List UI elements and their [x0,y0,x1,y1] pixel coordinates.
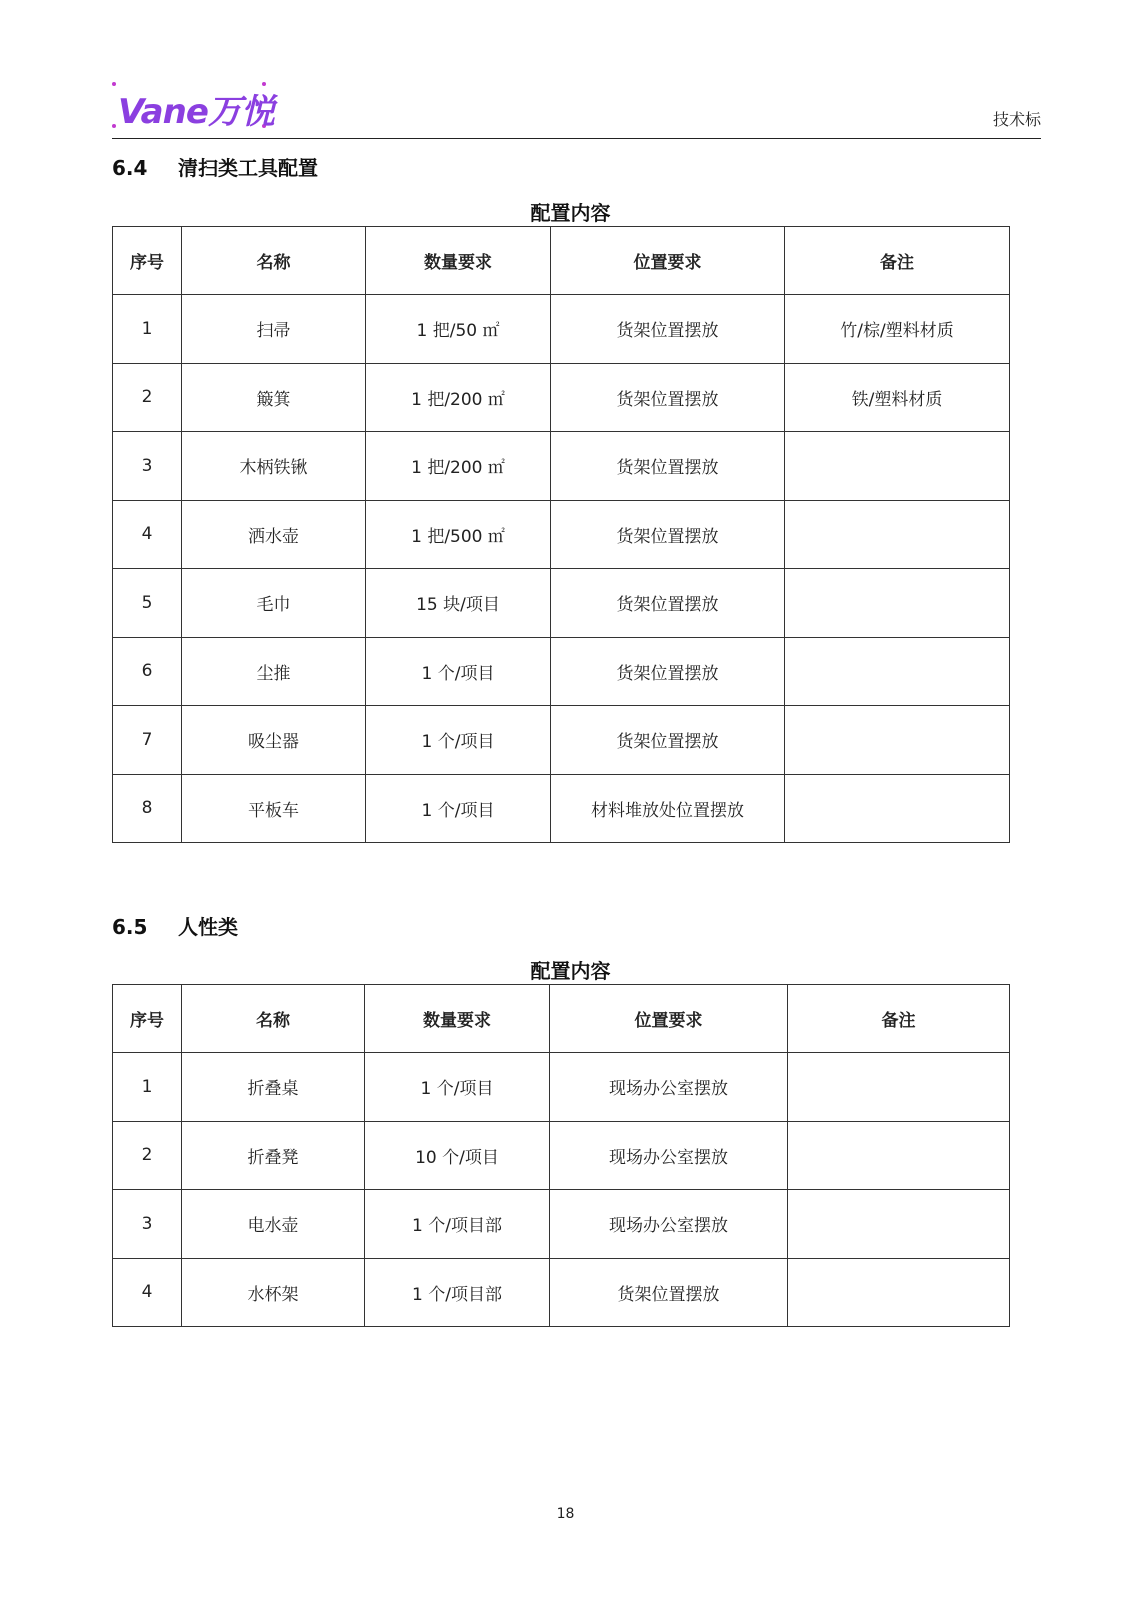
table-cell: 1 个/项目 [366,706,551,775]
vane-logo [112,76,282,132]
table-cell [785,637,1010,706]
table-cell: 货架位置摆放 [551,569,785,638]
table-cell [785,569,1010,638]
table-cell: 竹/棕/塑料材质 [785,295,1010,364]
table-cell: 1 [113,295,182,364]
table-row [113,500,1010,569]
table-cell: 材料堆放处位置摆放 [551,774,785,843]
table-cell [785,774,1010,843]
column-header: 备注 [788,985,1010,1053]
table-cell: 货架位置摆放 [551,500,785,569]
table-cell: 15 块/项目 [366,569,551,638]
section-heading-6-5 [112,911,238,940]
table-row [113,432,1010,501]
column-header: 位置要求 [550,985,788,1053]
table-cell: 现场办公室摆放 [550,1121,788,1190]
table-cell: 洒水壶 [182,500,366,569]
table-cell: 1 把/200 ㎡ [366,363,551,432]
table-cell: 2 [113,363,182,432]
table-cell: 6 [113,637,182,706]
table-header-row [113,985,1010,1053]
table-cell [785,500,1010,569]
table-row [113,295,1010,364]
table-cell [788,1053,1010,1122]
utility-items-table [112,984,1010,1327]
cleaning-tools-table [112,226,1010,843]
table-cell: 平板车 [182,774,366,843]
table-cell: 扫帚 [182,295,366,364]
logo-text: Vane万悦 [118,92,274,132]
section-heading-6-4 [112,152,318,181]
table-cell: 4 [113,1258,182,1327]
table-row [113,1258,1010,1327]
column-header: 名称 [182,985,365,1053]
table-row [113,774,1010,843]
table-cell: 3 [113,1190,182,1259]
column-header: 名称 [182,227,366,295]
table-cell: 木柄铁锹 [182,432,366,501]
table-cell: 货架位置摆放 [551,432,785,501]
table-cell [788,1121,1010,1190]
table-cell: 货架位置摆放 [550,1258,788,1327]
logo-dot [112,82,116,86]
table-cell: 1 个/项目 [366,637,551,706]
table-cell: 折叠桌 [182,1053,365,1122]
table-cell: 现场办公室摆放 [550,1190,788,1259]
column-header: 序号 [113,985,182,1053]
section-title: 人性类 [178,915,238,939]
table-cell: 7 [113,706,182,775]
page-number: 18 [556,1506,575,1522]
table-row [113,1053,1010,1122]
table-cell: 尘推 [182,637,366,706]
column-header: 序号 [113,227,182,295]
table-cell: 4 [113,500,182,569]
table-cell: 5 [113,569,182,638]
column-header: 位置要求 [551,227,785,295]
table-cell [788,1190,1010,1259]
table-cell: 折叠凳 [182,1121,365,1190]
table-cell: 货架位置摆放 [551,637,785,706]
table-cell: 铁/塑料材质 [785,363,1010,432]
table-row [113,637,1010,706]
logo-dot [112,124,116,128]
table-cell: 簸箕 [182,363,366,432]
table-row [113,706,1010,775]
table-cell: 1 把/50 ㎡ [366,295,551,364]
table-cell: 货架位置摆放 [551,295,785,364]
table-cell: 1 把/200 ㎡ [366,432,551,501]
table-cell: 10 个/项目 [365,1121,550,1190]
table-cell: 货架位置摆放 [551,363,785,432]
table-header-row [113,227,1010,295]
column-header: 数量要求 [365,985,550,1053]
table-cell: 货架位置摆放 [551,706,785,775]
table-cell: 1 个/项目部 [365,1258,550,1327]
table-cell [785,432,1010,501]
table-cell: 吸尘器 [182,706,366,775]
table-caption: 配置内容 [530,959,611,983]
column-header: 备注 [785,227,1010,295]
table-cell: 2 [113,1121,182,1190]
table-cell: 1 个/项目 [366,774,551,843]
table-row [113,1190,1010,1259]
table-cell: 水杯架 [182,1258,365,1327]
column-header: 数量要求 [366,227,551,295]
table-row [113,569,1010,638]
table-cell: 1 把/500 ㎡ [366,500,551,569]
table-cell: 3 [113,432,182,501]
table-caption: 配置内容 [530,201,611,225]
table-cell: 1 个/项目部 [365,1190,550,1259]
section-number: 6.4 [112,156,148,180]
table-cell: 1 [113,1053,182,1122]
document-type-label: 技术标 [992,110,1041,129]
table-cell: 8 [113,774,182,843]
table-cell [788,1258,1010,1327]
table-cell: 毛巾 [182,569,366,638]
table-cell: 电水壶 [182,1190,365,1259]
table-row [113,1121,1010,1190]
table-cell: 1 个/项目 [365,1053,550,1122]
section-number: 6.5 [112,915,148,939]
section-title: 清扫类工具配置 [178,156,318,180]
table-cell [785,706,1010,775]
page-header [112,72,1041,139]
table-cell: 现场办公室摆放 [550,1053,788,1122]
table-row [113,363,1010,432]
